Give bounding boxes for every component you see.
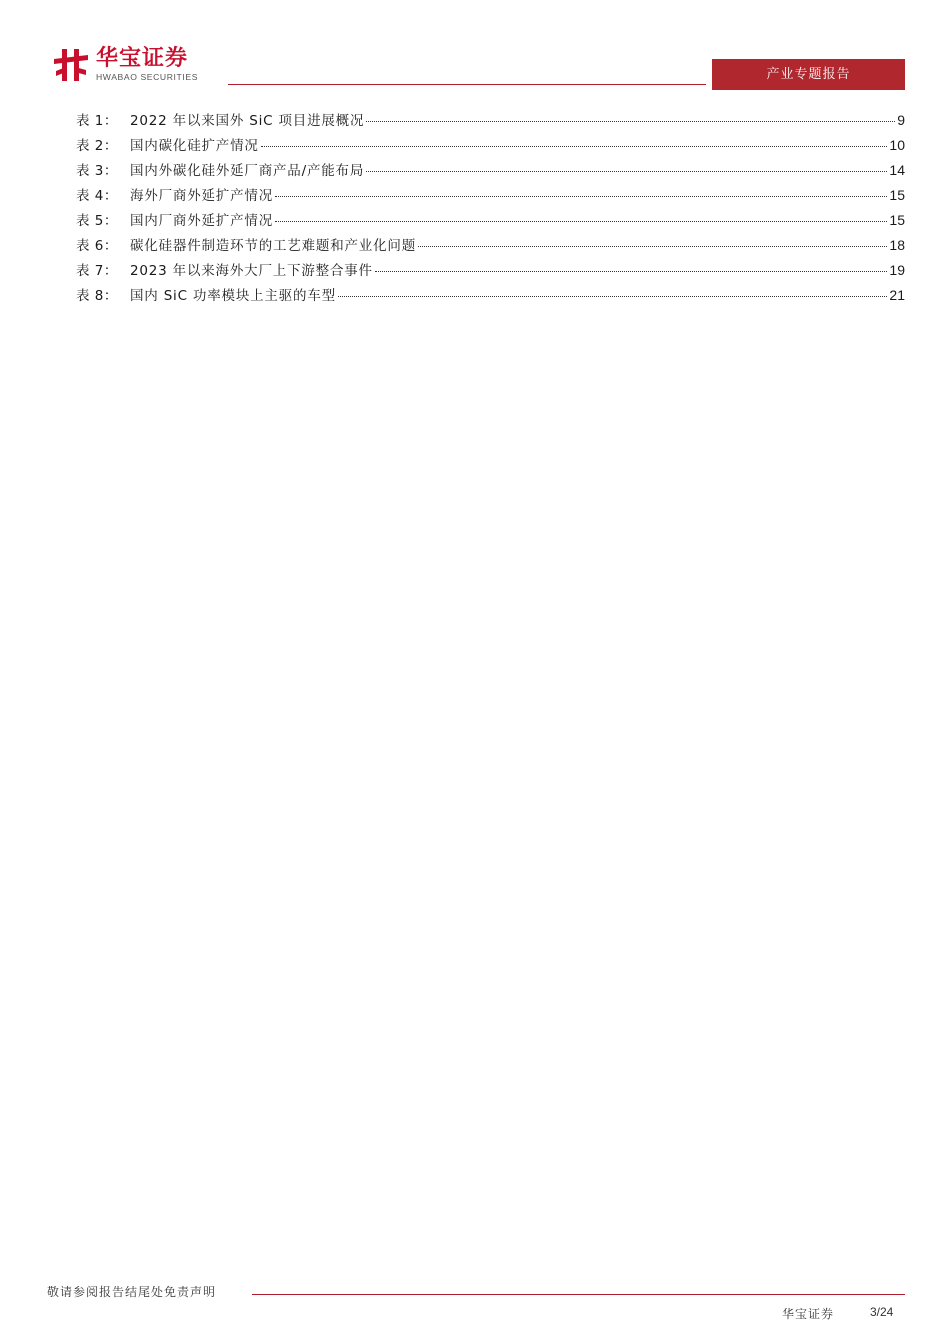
footer-divider [252,1294,905,1295]
hwabao-logo-icon [52,47,90,83]
dot-leader [366,121,895,122]
toc-entry-page: 14 [889,162,905,178]
toc-entry-page: 18 [889,237,905,253]
toc-entry-page: 21 [889,287,905,303]
toc-entry-label: 表 6： [76,238,118,254]
toc-entry-table-8[interactable] [76,283,905,308]
toc-entry-title: 2022 年以来国外 SiC 项目进展概况 [130,113,365,129]
dot-leader [418,246,887,247]
toc-entry-title: 碳化硅器件制造环节的工艺难题和产业化问题 [130,238,416,254]
toc-entry-page: 9 [897,112,905,128]
footer-disclaimer: 敬请参阅报告结尾处免责声明 [47,1285,217,1299]
toc-entry-title: 2023 年以来海外大厂上下游整合事件 [130,263,373,279]
toc-entry-label: 表 8： [76,288,118,304]
table-of-tables [76,108,905,308]
page-number: 3/24 [870,1305,894,1319]
toc-entry-page: 15 [889,187,905,203]
toc-entry-label: 表 3： [76,163,118,179]
dot-leader [366,171,887,172]
logo-english-name: HWABAO SECURITIES [96,72,199,82]
dot-leader [275,221,887,222]
report-type-badge: 产业专题报告 [712,59,905,90]
toc-entry-table-3[interactable] [76,158,905,183]
toc-entry-title: 国内碳化硅扩产情况 [130,138,259,154]
footer-company-name: 华宝证券 [782,1307,835,1321]
dot-leader [275,196,887,197]
header-divider [228,84,706,85]
toc-entry-title: 海外厂商外延扩产情况 [130,188,273,204]
toc-entry-title: 国内外碳化硅外延厂商产品/产能布局 [130,163,365,179]
toc-entry-table-1[interactable] [76,108,905,133]
toc-entry-page: 15 [889,212,905,228]
dot-leader [261,146,888,147]
toc-entry-title: 国内 SiC 功率模块上主驱的车型 [130,288,336,304]
toc-entry-table-5[interactable] [76,208,905,233]
toc-entry-label: 表 4： [76,188,118,204]
toc-entry-table-2[interactable] [76,133,905,158]
toc-entry-table-4[interactable] [76,183,905,208]
toc-entry-page: 10 [889,137,905,153]
dot-leader [338,296,887,297]
company-logo [52,47,222,87]
toc-entry-table-7[interactable] [76,258,905,283]
toc-entry-title: 国内厂商外延扩产情况 [130,213,273,229]
toc-entry-label: 表 2： [76,138,118,154]
toc-entry-page: 19 [889,262,905,278]
dot-leader [375,271,888,272]
toc-entry-label: 表 1： [76,113,118,129]
toc-entry-label: 表 5： [76,213,118,229]
toc-entry-label: 表 7： [76,263,118,279]
toc-entry-table-6[interactable] [76,233,905,258]
logo-chinese-name: 华宝证券 [96,46,189,71]
